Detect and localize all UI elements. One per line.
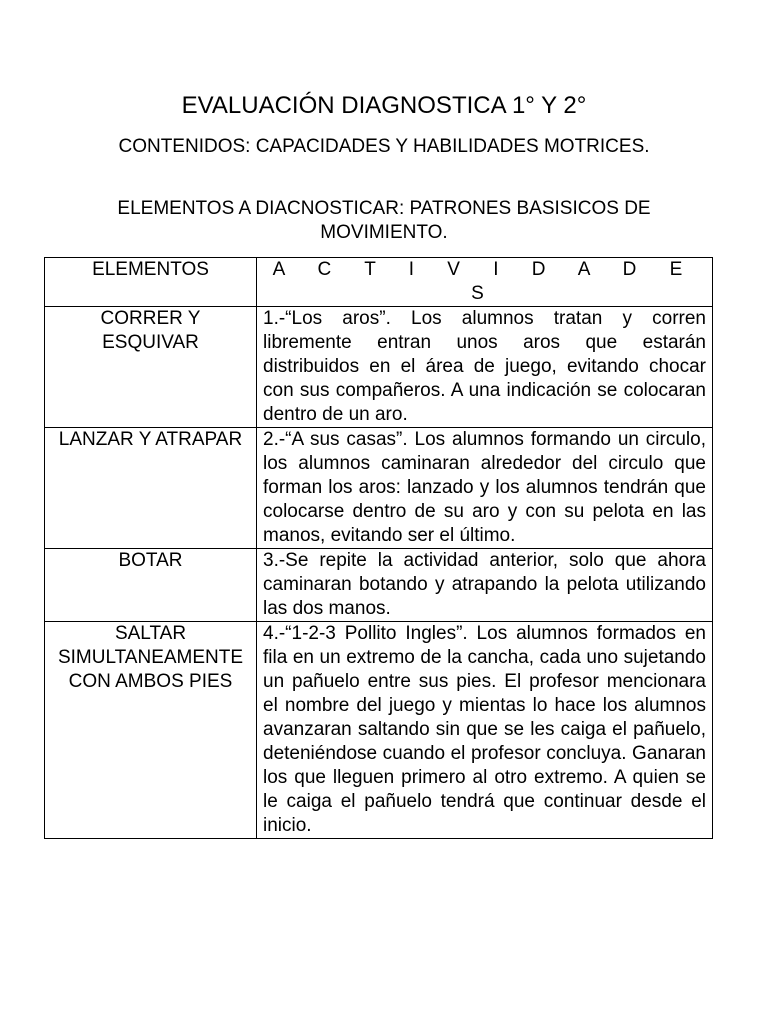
header-elements: ELEMENTOS: [45, 258, 257, 307]
contents-subtitle: CONTENIDOS: CAPACIDADES Y HABILIDADES MOTRICES.: [118, 136, 650, 157]
activities-table: [44, 257, 713, 839]
header-activities: A C T I V I D A D E S: [257, 258, 713, 307]
table-row: [45, 549, 713, 622]
table-row: [45, 428, 713, 549]
table-row: [45, 307, 713, 428]
table-row: [45, 622, 713, 839]
element-cell: SALTAR SIMULTANEAMENTE CON AMBOS PIES: [45, 622, 257, 839]
element-cell: BOTAR: [45, 549, 257, 622]
element-cell: LANZAR Y ATRAPAR: [45, 428, 257, 549]
table-header-row: [45, 258, 713, 307]
activity-cell: 1.-“Los aros”. Los alumnos tratan y corren libremente entran unos aros que estarán distribuidos en el área de juego, evitando chocar con sus compañeros. A una indicación se colocaran dentro de un aro.: [257, 307, 713, 428]
page-title: EVALUACIÓN DIAGNOSTICA 1° Y 2°: [181, 92, 587, 119]
activity-cell: 3.-Se repite la actividad anterior, solo que ahora caminaran botando y atrapando la pelota utilizando las dos manos.: [257, 549, 713, 622]
activity-cell: 4.-“1-2-3 Pollito Ingles”. Los alumnos formados en fila en un extremo de la cancha, cada uno sujetando un pañuelo entre sus pies. El profesor mencionara el nombre del juego y mientas lo hace los alumnos avanzaran saltando sin que se les caiga el pañuelo, deteniéndose cuando el profesor concluya. Ganaran los que lleguen primero al otro extremo. A quien se le caiga el pañuelo tendrá que continuar desde el inicio.: [257, 622, 713, 839]
elements-subtitle: ELEMENTOS A DIACNOSTICAR: PATRONES BASISICOS DE MOVIMIENTO.: [117, 198, 651, 243]
element-cell: CORRER Y ESQUIVAR: [45, 307, 257, 428]
activity-cell: 2.-“A sus casas”. Los alumnos formando un circulo, los alumnos caminaran alrededor del circulo que forman los aros: lanzado y los alumnos tendrán que colocarse dentro de su aro y con su pelota en las manos, evitando ser el último.: [257, 428, 713, 549]
